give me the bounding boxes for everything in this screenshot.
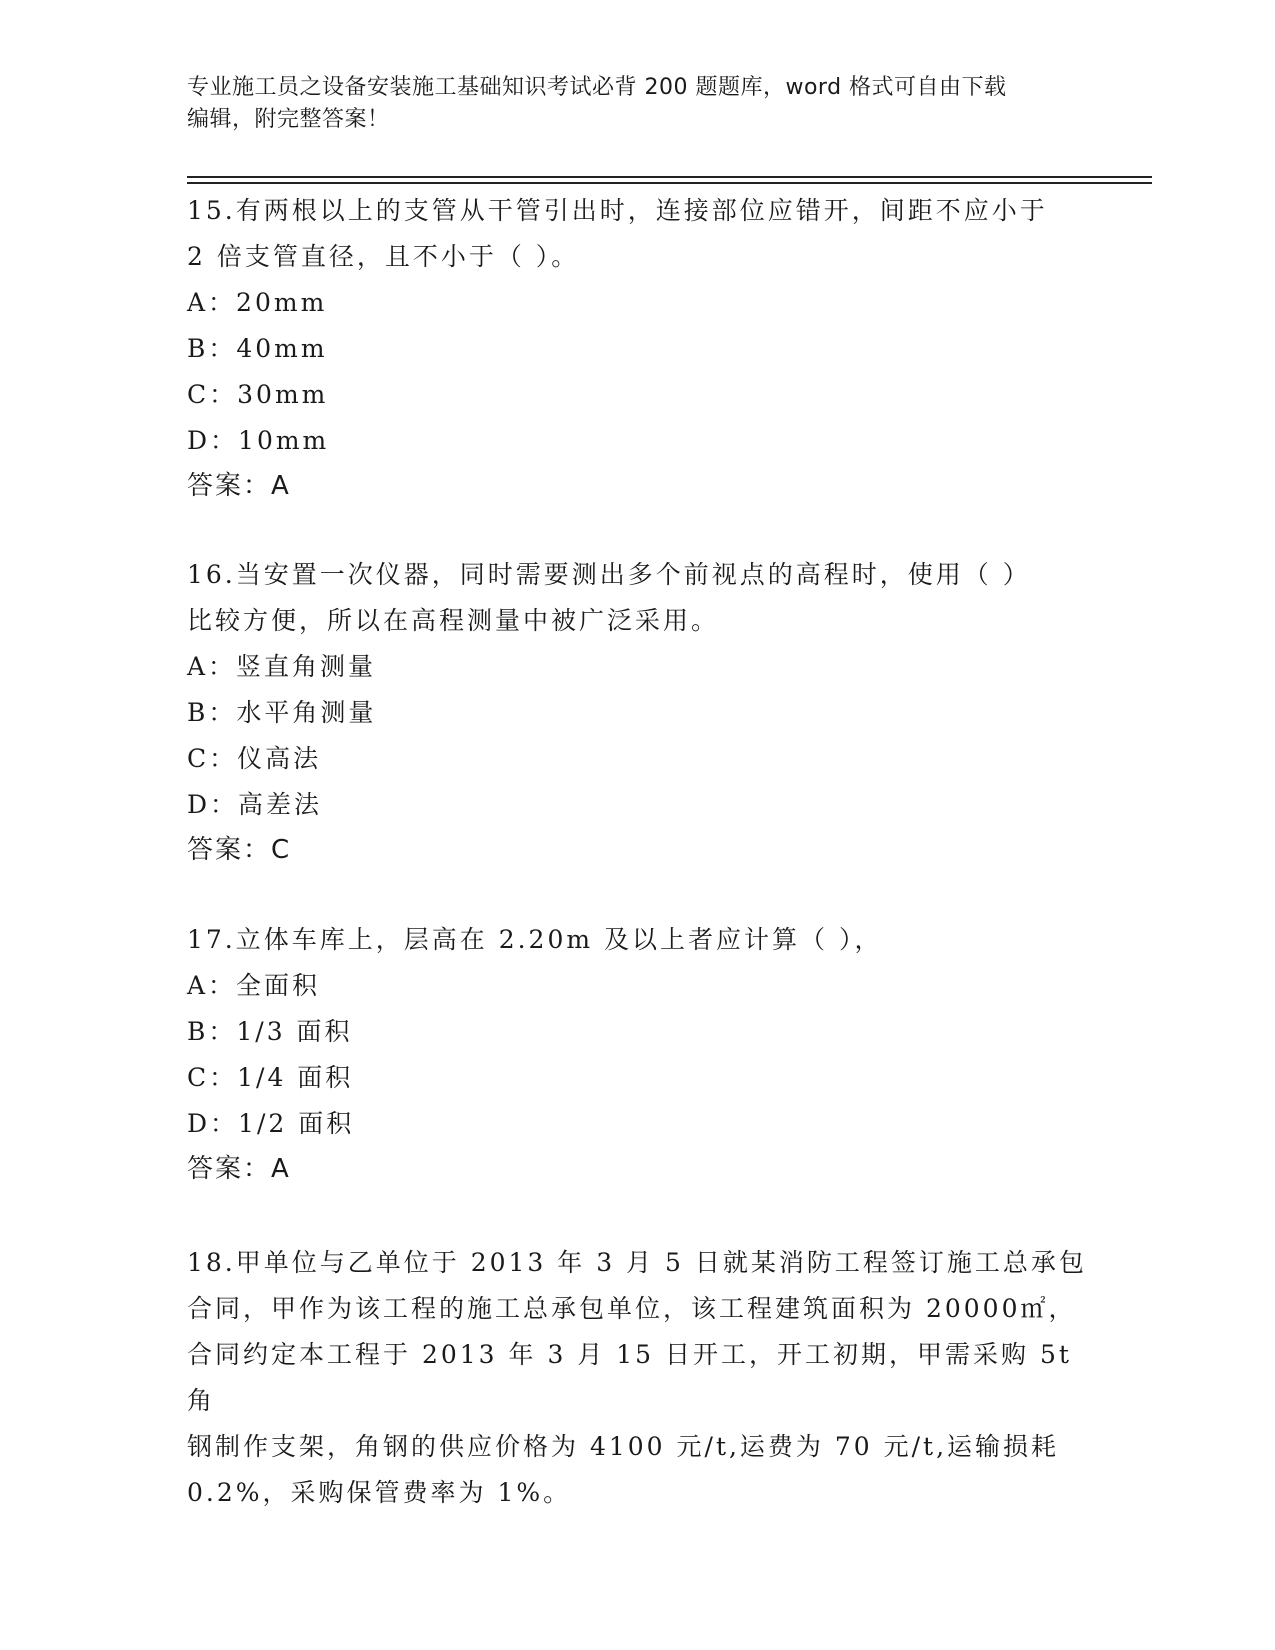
header-divider-bottom <box>187 182 1152 184</box>
question-15 <box>187 188 1087 508</box>
question-stem-line-1: 18.甲单位与乙单位于 2013 年 3 月 5 日就某消防工程签订施工总承包 <box>187 1248 1087 1277</box>
option-d: D：10mm <box>187 426 330 455</box>
question-stem-line-1: 16.当安置一次仪器，同时需要测出多个前视点的高程时，使用（ ） <box>187 560 1031 589</box>
option-a: A：竖直角测量 <box>187 652 377 681</box>
question-stem-line-2: 合同，甲作为该工程的施工总承包单位，该工程建筑面积为 20000㎡， <box>187 1294 1077 1323</box>
question-stem-line-2: 2 倍支管直径，且不小于（ ）。 <box>187 242 580 271</box>
question-stem-line-1: 17.立体车库上，层高在 2.20m 及以上者应计算（ ）， <box>187 925 883 954</box>
header-divider-top <box>187 176 1152 178</box>
option-b: B：40mm <box>187 334 328 363</box>
option-d: D：高差法 <box>187 790 323 819</box>
question-stem-line-1: 15.有两根以上的支管从干管引出时，连接部位应错开，间距不应小于 <box>187 196 1048 225</box>
question-16 <box>187 552 1087 872</box>
question-stem-line-4: 钢制作支架，角钢的供应价格为 4100 元/t,运费为 70 元/t,运输损耗 <box>187 1432 1060 1461</box>
header-line-2: 编辑，附完整答案！ <box>187 107 390 132</box>
question-stem-line-3: 合同约定本工程于 2013 年 3 月 15 日开工，开工初期，甲需采购 5t 角 <box>187 1340 1072 1415</box>
option-a: A：20mm <box>187 288 328 317</box>
option-c: C：1/4 面积 <box>187 1063 354 1092</box>
option-b: B：水平角测量 <box>187 698 377 727</box>
option-c: C：仪高法 <box>187 744 322 773</box>
question-18 <box>187 1240 1087 1516</box>
option-d: D：1/2 面积 <box>187 1109 355 1138</box>
option-c: C：30mm <box>187 380 329 409</box>
header-line-1: 专业施工员之设备安装施工基础知识考试必背 200 题题库，word 格式可自由下载 <box>187 75 1007 100</box>
option-a: A：全面积 <box>187 971 321 1000</box>
question-stem-line-2: 比较方便，所以在高程测量中被广泛采用。 <box>187 606 720 635</box>
answer: 答案：A <box>187 1154 291 1184</box>
question-17 <box>187 917 1087 1191</box>
option-b: B：1/3 面积 <box>187 1017 353 1046</box>
answer: 答案：C <box>187 835 292 865</box>
document-header <box>187 72 1087 136</box>
question-stem-line-5: 0.2%，采购保管费率为 1%。 <box>187 1478 572 1507</box>
answer: 答案：A <box>187 471 291 501</box>
